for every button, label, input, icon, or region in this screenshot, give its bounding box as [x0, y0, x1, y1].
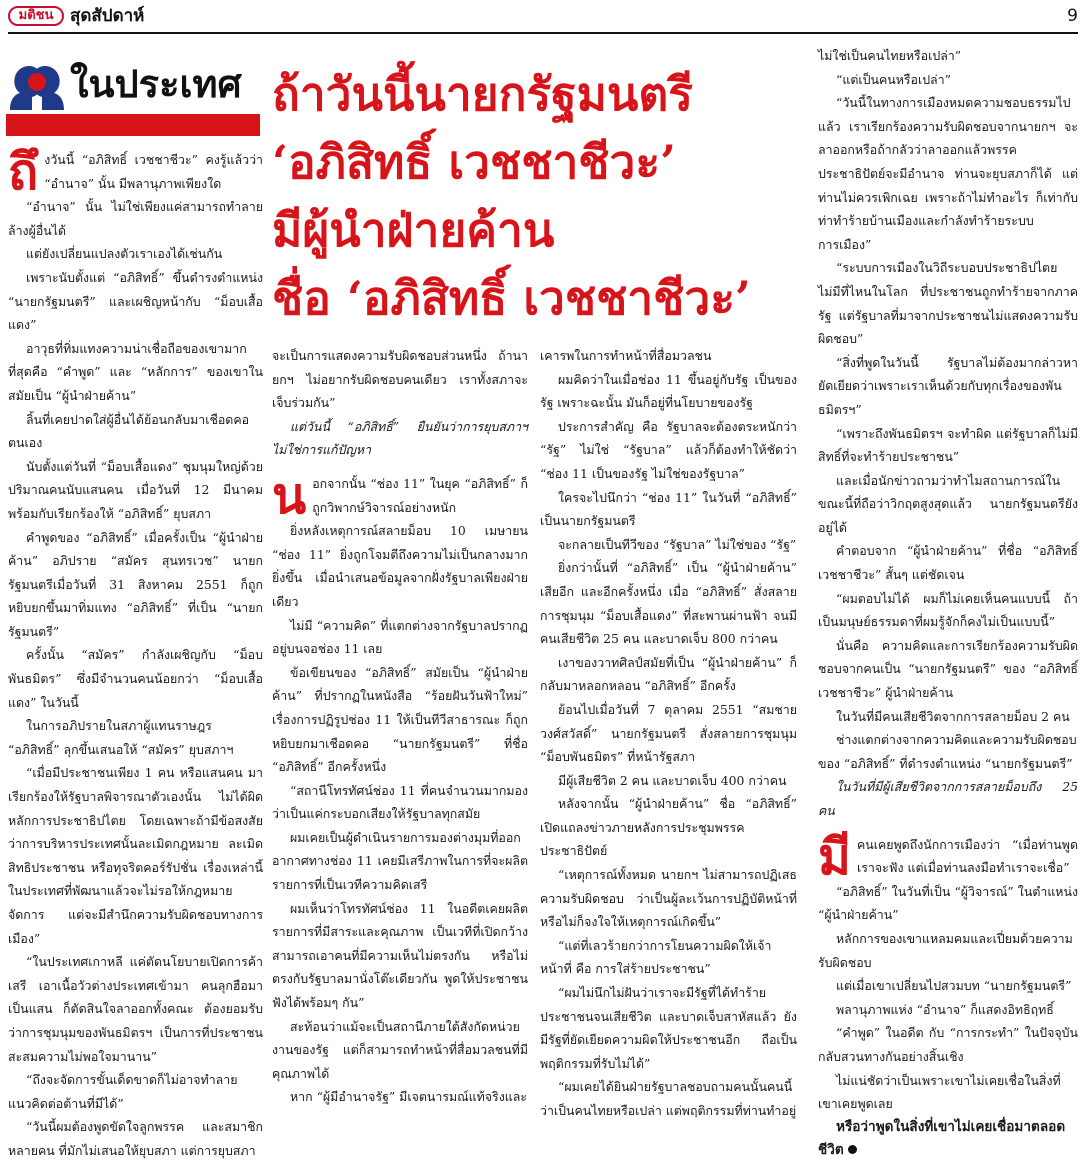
paragraph: หาก “ผู้มีอำนาจรัฐ” มีเจตนารมณ์แท้จริงและ [290, 1089, 527, 1105]
paragraph: “วันนี้ในทางการเมืองหมดความชอบธรรมไปแล้ว เราเรียกร้องความรับผิดชอบจากนายกฯ จะลาออกหรือถ้ากลัวว่าลาออกแล้วพรรคประชาธิปัตย์จะมีอำนาจ ท่านจะยุบสภาก็ได้ แต่ท่านไม่ควรเพิกเฉย เพราะถ้าไม่ทำอะไร ก็เท่ากับท่าทำร้ายบ้านเมืองและกำลังทำร้ายระบบการเมือง” [818, 95, 1078, 252]
paragraph: ไม่ใช่เป็นคนไทยหรือเปล่า” [818, 48, 962, 63]
paragraph: “ในประเทศเกาหลี แค่ตัดนโยบายเปิดการค้าเสรี เอาเนื้อวัวต่างประเทศเข้ามา คนลุกฮือมาเป็นแสน ก็ตัดสินใจลาออกทั้งคณะ ต้องยอมรับว่าการชุมนุมของพันธมิตรฯ เป็นการที่ประชาชนสะสมความไม่พอใจมานาน” [8, 954, 263, 1064]
paragraph: จะกลายเป็นทีวีของ “รัฐบาล” ไม่ใช่ของ “รัฐ” [558, 536, 797, 552]
lead-paragraph: นอกจากนั้น “ช่อง 11” ในยุค “อภิสิทธิ์” ก็ถูกวิพากษ์วิจารณ์อย่างหนัก [272, 465, 528, 525]
paragraph: เงาของวาทศิลป์สมัยที่เป็น “ผู้นำฝ่ายค้าน” ก็กลับมาหลอกหลอน “อภิสิทธิ์” อีกครั้ง [540, 654, 797, 694]
drop-cap: มี [818, 826, 851, 886]
paragraph: ลิ้นที่เคยปาดใส่ผู้อื่นได้ย้อนกลับมาเชือดคอตนเอง [8, 411, 250, 451]
paragraph: ไม่แน่ชัดว่าเป็นเพราะเขาไม่เคยเชื่อในสิ่งที่เขาเคยพูดเลย [818, 1072, 1061, 1112]
paragraph: พลานุภาพแห่ง “อำนาจ” ก็แสดงอิทธิฤทธิ์ [836, 1001, 1054, 1017]
article-column-4 [818, 44, 1078, 1159]
header-rule [8, 32, 1078, 34]
section-red-bar [6, 114, 260, 136]
paragraph: ใครจะไปนึกว่า “ช่อง 11” ในวันที่ “อภิสิทธิ์” เป็นนายกรัฐมนตรี [540, 489, 797, 529]
paragraph: “สถานีโทรทัศน์ช่อง 11 ที่คนจำนวนมากมองว่าเป็นแค่กระบอกเสียงให้รัฐบาลทุกสมัย [272, 782, 528, 822]
paragraph: “คำพูด” ในอดีต กับ “การกระทำ” ในปัจจุบันกลับสวนทางกันอย่างสิ้นเชิง [818, 1025, 1078, 1064]
end-mark-icon [848, 1145, 857, 1154]
paragraph: “ผมตอบไม่ได้ ผมก็ไม่เคยเห็นคนแบบนี้ ถ้าเป็นมนุษย์ธรรมดาที่ผมรู้จักก็คงไม่เป็นแบบนี้” [818, 590, 1078, 630]
paragraph: หลังจากนั้น “ผู้นำฝ่ายค้าน” ชื่อ “อภิสิทธิ์” เปิดแถลงข่าวภายหลังการประชุมพรรคประชาธิปัตย์ [540, 796, 797, 859]
paragraph: หลักการของเขาแหลมคมและเปี่ยมด้วยความรับผิดชอบ [818, 930, 1073, 970]
section-header [6, 58, 260, 136]
paragraph: ในวันที่มีคนเสียชีวิตจากการสลายม็อบ 2 คน [836, 708, 1070, 724]
masthead [8, 4, 1078, 30]
paragraph: “ระบบการเมืองในวิถีระบอบประชาธิปไตยไม่มีที่ไหนในโลก ที่ประชาชนถูกทำร้ายจากภาครัฐ แต่รัฐบาลที่มาจากประชาชนไม่แสดงความรับผิดชอบ” [818, 260, 1078, 347]
paragraph: “ผมไม่นึกไม่ฝันว่าเราจะมีรัฐที่ได้ทำร้ายประชาชนจนเสียชีวิต และบาดเจ็บสาหัสแล้ว ยังมีรัฐที่ยัดเยียดความผิดให้ประชาชนอีก ถือเป็นพฤติกรรมที่รับไม่ได้” [540, 985, 797, 1071]
paragraph: ยิ่งหลังเหตุการณ์สลายม็อบ 10 เมษายน “ช่อง 11” ยิ่งถูกโจมตีถึงความไม่เป็นกลางมากยิ่งขึ้น เมื่อนำเสนอข้อมูลจากฝั่งรัฐบาลเพียงฝ่ายเดียว [272, 523, 528, 609]
lead-paragraph: มีคนเคยพูดถึงนักการเมืองว่า “เมื่อท่านพูดเราจะฟัง แต่เมื่อท่านลงมือทำเราจะเชื่อ” [818, 826, 1078, 886]
headline [272, 60, 792, 332]
paragraph: ผมเห็นว่าโทรทัศน์ช่อง 11 ในอดีตเคยผลิตรายการที่มีสาระและคุณภาพ เป็นเวทีที่เปิดกว้างสามารถเอาคนที่มีความเห็นไม่ตรงกัน หรือไม่ตรงกับรัฐบาลมานั่งโต๊ะเดียวกัน พูดให้ประชาชนฟังได้พร้อมๆ กัน” [272, 900, 528, 1011]
paragraph: อาวุธที่ทิ่มแทงความน่าเชื่อถือของเขามากที่สุดคือ “คำพูด” และ “หลักการ” ของเขาในสมัยเป็น “ผู้นำฝ่ายค้าน” [8, 340, 263, 403]
publication-logo: มติชน [8, 6, 64, 26]
paragraph: ช่างแตกต่างจากความคิดและความรับผิดชอบของ “อภิสิทธิ์” ที่ดำรงตำแหน่ง “นายกรัฐมนตรี” [818, 732, 1077, 771]
paragraph: “ผมเคยได้ยินฝ่ายรัฐบาลชอบถามคนนั้นคนนี้ว่าเป็นคนไทยหรือเปล่า แต่พฤติกรรมที่ท่านทำอยู่ [540, 1079, 797, 1118]
paragraph: คำพูดของ “อภิสิทธิ์” เมื่อครั้งเป็น “ผู้นำฝ่ายค้าน” อภิปราย “สมัคร สุนทรเวช” นายกรัฐมนตรีเมื่อวันที่ 31 สิงหาคม 2551 ก็ถูกหยิบยกขึ้นมาทิ่มแทง “อภิสิทธิ์” ที่เป็น “นายกรัฐมนตรี” [8, 529, 263, 639]
heads-silhouette-icon [6, 60, 68, 112]
paragraph: “เมื่อมีประชาชนเพียง 1 คน หรือแสนคน มาเรียกร้องให้รัฐบาลพิจารณาตัวเองนั้น ไม่ได้ผิดหลักการประชาธิปไตย โดยเฉพาะถ้ามีข้อสงสัยว่าการบริหารประเทศนั้นละเมิดกฎหมาย ละเมิดสิทธิประชาชน หรือทุจริตคอร์รัปชั่น เรื่องเหล่านี้ในประเทศที่พัฒนาแล้วจะไม่รอให้กฎหมายจัดการ แต่จะมีสำนึกความรับผิดชอบทางการเมือง” [8, 765, 263, 946]
paragraph: “อภิสิทธิ์” ในวันที่เป็น “ผู้วิจารณ์” ในตำแหน่ง “ผู้นำฝ่ายค้าน” [818, 883, 1078, 923]
paragraph: “แต่ที่เลวร้ายกว่าการโยนความผิดให้เจ้าหน้าที่ คือ การใส่ร้ายประชาชน” [540, 937, 772, 977]
paragraph: ยิ่งกว่านั้นที่ “อภิสิทธิ์” เป็น “ผู้นำฝ่ายค้าน” เสียอีก และอีกครั้งหนึ่ง เมื่อ “อภิสิทธิ์” สั่งสลายการชุมนุม “ม็อบเสื้อแดง” ที่สะพานผ่านฟ้า จนมีคนเสียชีวิต 25 คน และบาดเจ็บ 800 กว่าคน [540, 560, 797, 647]
paragraph: และเมื่อนักข่าวถามว่าทำไมสถานการณ์ในขณะนี้ที่ถือว่าวิกฤตสูงสุดแล้ว นายกรัฐมนตรียังอยู่ได้ [818, 472, 1078, 535]
paragraph: จะเป็นการแสดงความรับผิดชอบส่วนหนึ่ง ถ้านายกฯ ไม่อยากรับผิดชอบคนเดียว เราทั้งสภาจะเจ็บร่วมกัน” [272, 348, 528, 411]
paragraph: เพราะนับตั้งแต่ “อภิสิทธิ์” ขึ้นดำรงตำแหน่ง “นายกรัฐมนตรี” และเผชิญหน้ากับ “ม็อบเสื้อแดง” [8, 269, 263, 333]
paragraph: แต่เมื่อเขาเปลี่ยนไปสวมบท “นายกรัฐมนตรี” [836, 978, 1072, 994]
italic-paragraph: แต่วันนี้ “อภิสิทธิ์” ยืนยันว่าการยุบสภาฯ ไม่ใช่การแก้ปัญหา [272, 418, 528, 458]
paragraph: ข้อเขียนของ “อภิสิทธิ์” สมัยเป็น “ผู้นำฝ่ายค้าน” ที่ปรากฏในหนังสือ “ร้อยฝันวันฟ้าใหม่” เรื่องการปฏิรูปช่อง 11 ให้เป็นทีวีสาธารณะ ก็ถูกหยิบยกมาเชือดคอ “นายกรัฐมนตรี” ที่ชื่อ “อภิสิทธิ์” อีกครั้งหนึ่ง [272, 664, 528, 775]
headline-line: มีผู้นำฝ่ายค้าน [272, 203, 555, 257]
paragraph: “แต่เป็นคนหรือเปล่า” [836, 71, 951, 87]
paragraph: ย้อนไปเมื่อวันที่ 7 ตุลาคม 2551 “สมชาย วงศ์สวัสดิ์” นายกรัฐมนตรี สั่งสลายการชุมนุม “ม็อบพันธมิตร” ที่หน้ารัฐสภา [540, 701, 797, 765]
paragraph: ไม่มี “ความคิด” ที่แตกต่างจากรัฐบาลปรากฏอยู่บนจอช่อง 11 เลย [272, 617, 528, 657]
closing-paragraph: หรือว่าพูดในสิ่งที่เขาไม่เคยเชื่อมาตลอดชีวิต [818, 1118, 1066, 1159]
paragraph: ผมคิดว่าในเมื่อช่อง 11 ขึ้นอยู่กับรัฐ เป็นของรัฐ เพราะฉะนั้น มันก็อยู่ที่นโยบายของรัฐ [540, 371, 797, 411]
paragraph: คำตอบจาก “ผู้นำฝ่ายค้าน” ที่ชื่อ “อภิสิทธิ์ เวชชาชีวะ” สั้นๆ แต่ชัดเจน [818, 543, 1078, 583]
drop-cap: ถึ [8, 142, 39, 201]
article-column-2 [272, 344, 528, 1105]
page-number: 9 [1067, 6, 1078, 26]
paragraph: ผมเคยเป็นผู้ดำเนินรายการมองต่างมุมที่ออกอากาศทางช่อง 11 เคยมีเสรีภาพในการที่จะผลิตรายการที่เป็นเวทีความคิดเสรี [272, 829, 528, 893]
headline-line: ถ้าวันนี้นายกรัฐมนตรี [272, 67, 693, 121]
section-title: ในประเทศ [70, 61, 242, 106]
paragraph: นับตั้งแต่วันที่ “ม็อบเสื้อแดง” ชุมนุมใหญ่ด้วยปริมาณคนนับแสนคน เมื่อวันที่ 12 มีนาคม พร้อมกับเรียกร้องให้ “อภิสิทธิ์” ยุบสภา [8, 458, 263, 521]
article-column-3 [540, 344, 797, 1118]
paragraph: ประการสำคัญ คือ รัฐบาลจะต้องตระหนักว่า “รัฐ” ไม่ใช่ “รัฐบาล” แล้วก็ต้องทำให้ชัดว่า “ช่อง 11 เป็นของรัฐ ไม่ใช่ของรัฐบาล” [540, 418, 797, 481]
italic-paragraph: ในวันที่มีผู้เสียชีวิตจากการสลายม็อบถึง 25 คน [818, 779, 1078, 818]
paragraph: มีผู้เสียชีวิต 2 คน และบาดเจ็บ 400 กว่าคน [558, 772, 787, 788]
paragraph: เคารพในการทำหน้าที่สื่อมวลชน [540, 348, 712, 363]
paragraph: ในการอภิปรายในสภาผู้แทนราษฎร “อภิสิทธิ์” ลุกขึ้นเสนอให้ “สมัคร” ยุบสภาฯ [8, 718, 234, 757]
article-column-1 [8, 142, 263, 1158]
drop-cap: น [272, 465, 307, 525]
paragraph: “ถึงจะจัดการขั้นเด็ดขาดก็ไม่อาจทำลายแนวคิดต่อต้านที่มีได้” [8, 1072, 238, 1111]
paragraph: แต่ยังเปลี่ยนแปลงตัวเราเองได้เช่นกัน [26, 246, 223, 262]
paragraph: “สิ่งที่พูดในวันนี้ รัฐบาลไม่ต้องมากล่าวหายัดเยียดว่าเพราะเราเห็นด้วยกับทุกเรื่องของพันธมิตรฯ” [818, 354, 1078, 417]
paragraph: “อำนาจ” นั้น ไม่ใช่เพียงแค่สามารถทำลายล้างผู้อื่นได้ [8, 199, 263, 238]
paragraph: “วันนี้ผมต้องพูดขัดใจลูกพรรค และสมาชิกหลายคน ที่มักไม่เสนอให้ยุบสภา แต่การยุบสภา [8, 1119, 263, 1158]
paragraph: “เพราะถึงพันธมิตรฯ จะทำผิด แต่รัฐบาลก็ไม่มีสิทธิ์ที่จะทำร้ายประชาชน” [818, 425, 1078, 465]
headline-line: ‘อภิสิทธิ์ เวชชาชีวะ’ [272, 135, 677, 189]
paragraph: ครั้งนั้น “สมัคร” กำลังเผชิญกับ “ม็อบพันธมิตร” ซึ่งมีจำนวนคนน้อยกว่า “ม็อบเสื้อแดง” ในวันนี้ [8, 647, 263, 710]
lead-paragraph: ถึงวันนี้ “อภิสิทธิ์ เวชชาชีวะ” คงรู้แล้วว่า “อำนาจ” นั้น มีพลานุภาพเพียงใด [8, 142, 263, 201]
publication-name: สุดสัปดาห์ [70, 6, 145, 26]
headline-line: ชื่อ ‘อภิสิทธิ์ เวชชาชีวะ’ [272, 271, 751, 325]
paragraph: สะท้อนว่าแม้จะเป็นสถานีภายใต้สังกัดหน่วยงานของรัฐ แต่ก็สามารถทำหน้าที่สื่อมวลชนที่มีคุณภาพได้ [272, 1018, 528, 1081]
paragraph: “เหตุการณ์ทั้งหมด นายกฯ ไม่สามารถปฏิเสธความรับผิดชอบ ว่าเป็นผู้ละเว้นการปฏิบัติหน้าที่ หรือไม่ก็จงใจให้เหตุการณ์เกิดขึ้น” [540, 867, 797, 930]
paragraph: นั่นคือ ความคิดและการเรียกร้องความรับผิดชอบจากคนเป็น “นายกรัฐมนตรี” ของ “อภิสิทธิ์ เวชชาชีวะ” ผู้นำฝ่ายค้าน [818, 637, 1078, 701]
